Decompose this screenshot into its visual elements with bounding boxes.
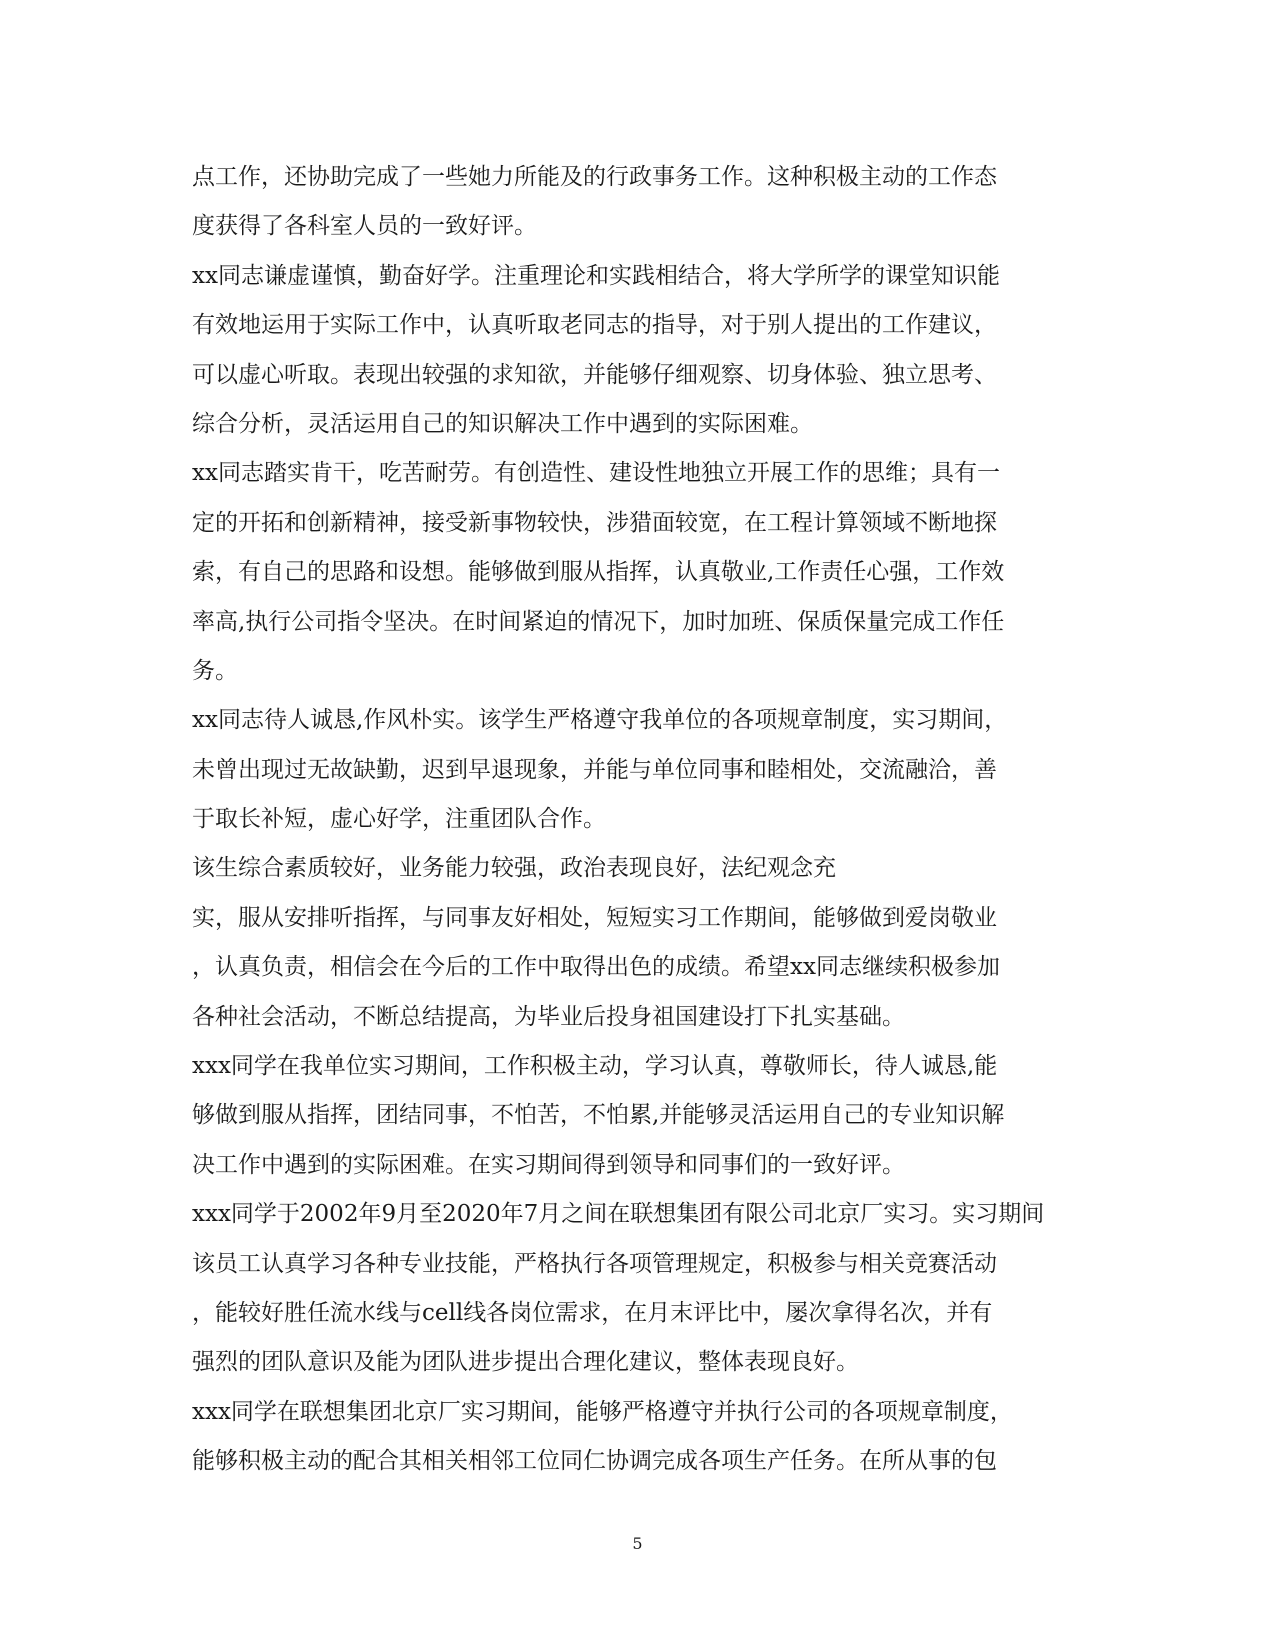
- text-line: 率高,执行公司指令坚决。在时间紧迫的情况下，加时加班、保质保量完成工作任: [192, 608, 1005, 635]
- text-line: 于取长补短，虚心好学，注重团队合作。: [192, 806, 606, 833]
- text-line: 各种社会活动，不断总结提高，为毕业后投身祖国建设打下扎实基础。: [192, 1003, 905, 1030]
- text-line: 够做到服从指挥，团结同事，不怕苦，不怕累,并能够灵活运用自己的专业知识解: [192, 1102, 1005, 1129]
- text-line: xx同志踏实肯干，吃苦耐劳。有创造性、建设性地独立开展工作的思维；具有一: [192, 460, 1000, 487]
- text-line: 该生综合素质较好，业务能力较强，政治表现良好，法纪观念充: [192, 855, 836, 882]
- text-line: 未曾出现过无故缺勤，迟到早退现象，并能与单位同事和睦相处，交流融洽，善: [192, 756, 997, 783]
- text-line: xxx同学在我单位实习期间，工作积极主动，学习认真，尊敬师长，待人诚恳,能: [192, 1053, 998, 1080]
- text-line: 务。: [192, 657, 238, 684]
- text-line: 决工作中遇到的实际困难。在实习期间得到领导和同事们的一致好评。: [192, 1151, 905, 1178]
- text-line: 度获得了各科室人员的一致好评。: [192, 213, 537, 240]
- text-line: 可以虚心听取。表现出较强的求知欲，并能够仔细观察、切身体验、独立思考、: [192, 361, 997, 388]
- text-line: 索，有自己的思路和设想。能够做到服从指挥，认真敬业,工作责任心强，工作效: [192, 559, 1005, 586]
- body-text: [192, 153, 1092, 1487]
- text-line: xx同志待人诚恳,作风朴实。该学生严格遵守我单位的各项规章制度，实习期间，: [192, 707, 1008, 734]
- text-line: 实，服从安排听指挥，与同事友好相处，短短实习工作期间，能够做到爱岗敬业: [192, 904, 997, 931]
- text-line: 能够积极主动的配合其相关相邻工位同仁协调完成各项生产任务。在所从事的包: [192, 1448, 997, 1475]
- text-line: 有效地运用于实际工作中，认真听取老同志的指导，对于别人提出的工作建议，: [192, 312, 997, 339]
- text-line: ，能较好胜任流水线与cell线各岗位需求，在月末评比中，屡次拿得名次，并有: [192, 1299, 993, 1326]
- text-line: xxx同学在联想集团北京厂实习期间，能够严格遵守并执行公司的各项规章制度，: [192, 1398, 1013, 1425]
- text-line: 点工作，还协助完成了一些她力所能及的行政事务工作。这种积极主动的工作态: [192, 164, 997, 190]
- text-line: 强烈的团队意识及能为团队进步提出合理化建议，整体表现良好。: [192, 1349, 859, 1376]
- text-line: xxx同学于2002年9月至2020年7月之间在联想集团有限公司北京厂实习。实习期间: [192, 1201, 1045, 1228]
- text-line: ，认真负责，相信会在今后的工作中取得出色的成绩。希望xx同志继续积极参加: [192, 954, 1000, 981]
- page-number: 5: [632, 1534, 643, 1553]
- text-line: xx同志谦虚谨慎，勤奋好学。注重理论和实践相结合，将大学所学的课堂知识能: [192, 262, 1000, 289]
- text-line: 该员工认真学习各种专业技能，严格执行各项管理规定，积极参与相关竞赛活动: [192, 1250, 997, 1277]
- text-line: 定的开拓和创新精神，接受新事物较快，涉猎面较宽，在工程计算领域不断地探: [192, 509, 997, 536]
- text-line: 综合分析，灵活运用自己的知识解决工作中遇到的实际困难。: [192, 410, 813, 437]
